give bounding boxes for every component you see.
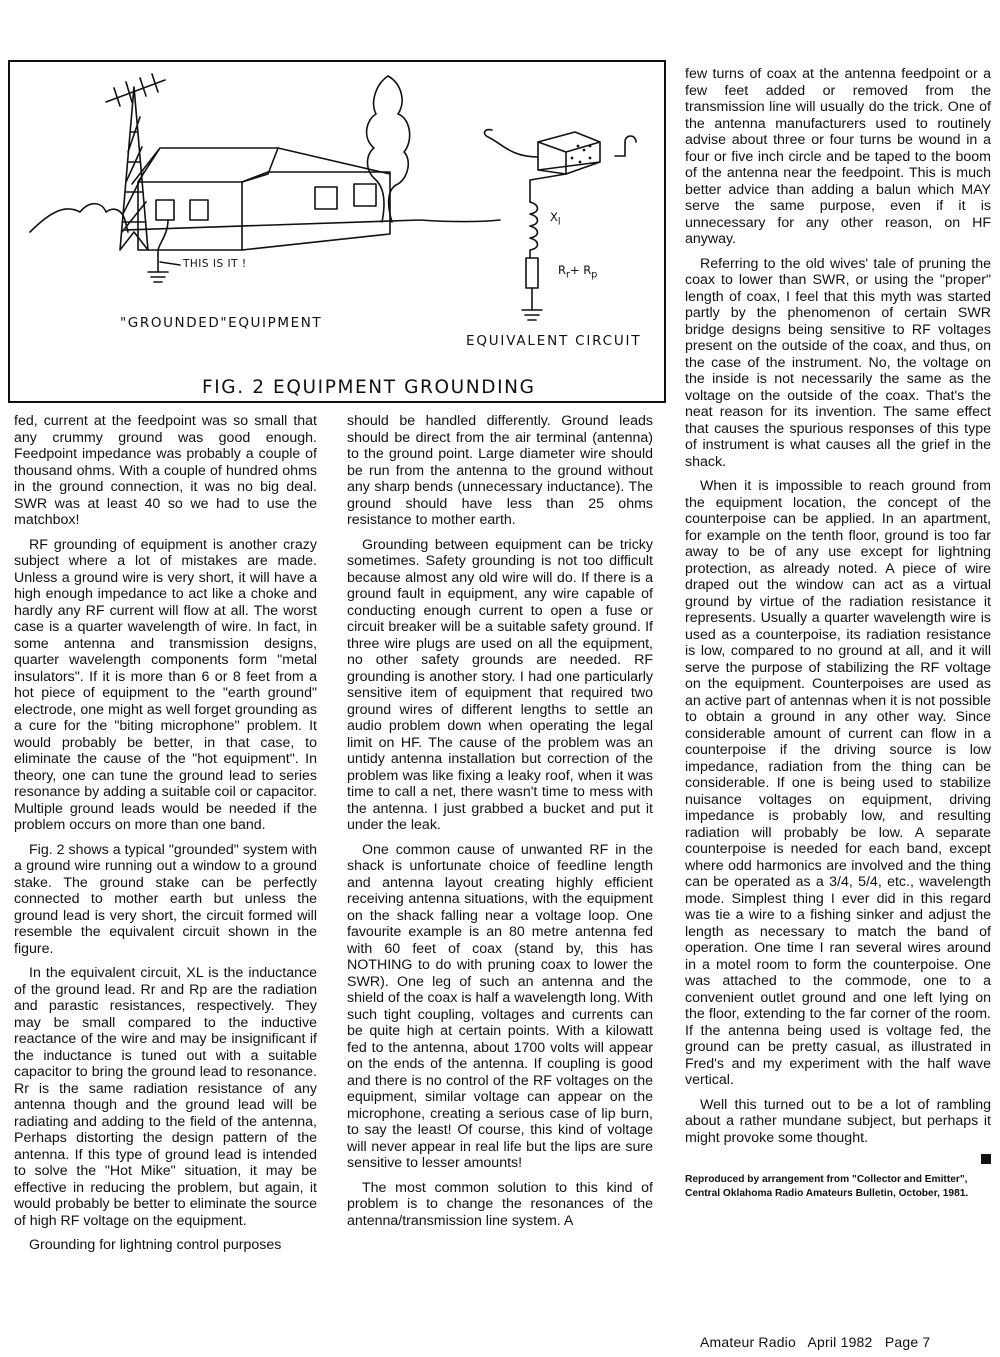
footer-issue: April 1982 bbox=[807, 1334, 873, 1350]
article-column-2 bbox=[347, 413, 653, 1237]
paragraph: Grounding between equipment can be tricky sometimes. Safety grounding is not too difficult because almost any old wire will do. If there is a ground fault in equipment, any wire capable of conducting enough current to open a fuse or circuit breaker will be a suitable safety ground. If three wire plugs are used on all the equipment, no other safety grounds are needed. RF grounding is another story. I had one particularly sensitive item of equipment that required two ground wires of different lengths to settle an audio problem down when operating the legal limit on HF. The cause of the problem was an untidy antenna installation but correction of the problem was like fixing a leaky roof, when it was time to call a net, there wasn't time to mess with the antenna. I just grabbed a bucket and put it under the leak. bbox=[347, 536, 653, 833]
house-window-2 bbox=[190, 200, 208, 220]
paragraph: One common cause of unwanted RF in the shack is unfortunate choice of feedline length and antenna layout creating highly efficient receiving antenna situations, with the equipment on the shack falling near a voltage loop. One favourite example is an 80 metre antenna fed with 60 feet of coax (stand by, this has NOTHING to do with pruning coax to lower the SWR). One leg of such an antenna and the shield of the coax is half a wavelength long. With such tight coupling, voltages and currents can be quite high at certain points. With a kilowatt fed to the antenna, about 1700 volts will appear on the ends of the antenna. If coupling is good and there is no control of the RF voltages on the equipment, similar voltage can appear on the microphone, creating a serious case of lip burn, to say the least! Of course, this kind of voltage will never appear in real life but the lips are sure sensitive to lesser amounts! bbox=[347, 841, 653, 1171]
figure-illustration bbox=[10, 62, 664, 401]
paragraph: When it is impossible to reach ground from the equipment location, the concept of the counterpoise can be applied. In an apartment, for example on the tenth floor, ground is too far away to be of any use except for lightning protection, as already noted. A piece of wire draped out the window can act as a virtual ground by virtue of the radiation resistance it represents. Usually a quarter wavelength wire is used as a counterpoise, its radiation resistance is low, compared to no ground at all, and it will serve the purpose of stabilizing the RF voltage on the equipment. Counterpoises are used as an active part of antennas when it is not possible to obtain a ground in any other way. Since considerable amount of current can flow in a counterpoise if the driving source is low impedance, radiation from the thing can be considerable. If one is being used to stabilize nuisance voltages on equipment, driving impedance is probably low, and resulting radiation will probably be low. A separate counterpoise is needed for each band, except where odd harmonics are involved and the thing can be operated as a 3/4, 5/4, etc., wavelength mode. Simplest thing I ever did in this regard was tie a wire to a fishing sinker and adjust the length as necessary to match the band of operation. One time I ran several wires around in a motel room to form the counterpoise. One was attached to the commode, one to a convenient outlet ground and one left lying on the floor, extending to the far corner of the room. If the antenna being used is voltage fed, the ground can be pretty casual, as illustrated in Fred's and my experiment with the half wave vertical. bbox=[685, 478, 992, 1088]
house-roof bbox=[132, 148, 278, 184]
house-roof-right bbox=[278, 148, 390, 174]
paragraph: In the equivalent circuit, XL is the inductance of the ground lead. Rr and Rp are the radiation and parastic resistances, respectively. They may be small compared to the inductive reactance of the wire and may be insignificant if the inductance is tuned out with a suitable capacitor to bring the ground lead to resonance. Rr is the same radiation resistance of any antenna though and the ground lead will be radiating and adding to the field of the antenna, Perhaps distorting the design pattern of the antenna. If this type of ground lead is intended to solve the "Hot Mike" situation, it may be effective in reducing the problem, but again, it would probably be better to eliminate the source of high RF voltage on the equipment. bbox=[14, 965, 317, 1229]
ground-line bbox=[30, 204, 500, 232]
paragraph: Referring to the old wives' tale of pruning the coax to lower than SWR, or using the "proper" length of coax, I feel that this myth was started partly by the phenomenon of certain SWR bridge designs being sensitive to RF voltages present on the outside of the coax, and thus, on the case of the instrument. No, the voltage on the inside is not necessarily the same as the voltage on the outside of the coax. That's the neat reason for its invention. The same effect that causes the spurious responses of this type of instrument is what causes all the grief in the shack. bbox=[685, 255, 991, 470]
paragraph: Fig. 2 shows a typical "grounded" system with a ground wire running out a window to a ground stake. The ground stake can be perfectly connected to mother earth but unless the ground lead is very short, the circuit formed will resemble the equivalent circuit shown in the figure. bbox=[14, 841, 317, 957]
inductor-coil bbox=[530, 202, 538, 258]
paragraph: few turns of coax at the antenna feedpoint or a few feet added or removed from the transmission line will usually do the trick. One of the antenna manufacturers used to routinely advise about three or four turns be wound in a four or five inch circle and be taped to the boom of the antenna near the feedpoint. This is much better advice than adding a balun which MAY serve the same purpose, even if it is unnecessary for any other reason, on HF anyway. bbox=[685, 66, 991, 247]
house-window-4 bbox=[354, 184, 376, 206]
grounded-equipment-label: "GROUNDED"EQUIPMENT bbox=[120, 315, 323, 331]
tree bbox=[367, 76, 410, 222]
resistor-label: $R_r+ R_p$ bbox=[558, 263, 598, 281]
circuit-cable bbox=[485, 130, 538, 157]
footer-magazine: Amateur Radio bbox=[700, 1334, 796, 1350]
figure-caption: FIG. 2 EQUIPMENT GROUNDING bbox=[202, 377, 536, 398]
article-column-1 bbox=[14, 413, 317, 1262]
inductor-label: $X_l$ bbox=[550, 210, 561, 228]
circuit-connector bbox=[615, 136, 636, 156]
circuit-box bbox=[538, 132, 600, 174]
pointer-line bbox=[160, 262, 180, 265]
ground-wire bbox=[158, 220, 168, 272]
paragraph: The most common solution to this kind of problem is to change the resonances of the antenna/transmission line system. A bbox=[347, 1179, 653, 1229]
pointer-label: THIS IS IT ! bbox=[183, 258, 247, 270]
article-column-3 bbox=[685, 66, 991, 1201]
circuit-lead bbox=[530, 174, 566, 202]
paragraph: Grounding for lightning control purposes bbox=[29, 1237, 282, 1253]
figure-equipment-grounding bbox=[8, 60, 666, 403]
paragraph: Well this turned out to be a lot of rambling about a rather mundane subject, but perhaps it might provoke some thought. bbox=[685, 1096, 991, 1146]
house-window-3 bbox=[315, 187, 337, 209]
paragraph: fed, current at the feedpoint was so small that any crummy ground was good enough. Feedpoint impedance was probably a couple of thousand ohms. With a couple of hundred ohms in the ground connection, it was no big deal. SWR was at least 40 so we had to use the matchbox! bbox=[14, 413, 317, 528]
ground-symbol-left bbox=[148, 272, 168, 282]
footer-page: Page 7 bbox=[884, 1334, 931, 1350]
page-footer bbox=[700, 1334, 992, 1350]
paragraph: RF grounding of equipment is another crazy subject where a lot of mistakes are made. Unless a ground wire is very short, it will have a high enough impedance to act like a choke and hardly any RF current will flow at all. The worst case is a quarter wavelength of wire. In fact, in some antenna and transmission designs, quarter wavelength components form "metal insulators". If it is more than 6 or 8 feet from a hot piece of equipment to the "earth ground" electrode, one might as well forget grounding as a cure for the "biting microphone" problem. It would probably be better, in that case, to eliminate the cause of the "hot equipment". In theory, one can tune the ground lead to series resonance by adding a suitable coil or capacitor. Multiple ground leads would be needed if the problem occurs on more than one band. bbox=[14, 536, 317, 833]
paragraph: should be handled differently. Ground leads should be direct from the air terminal (antenna) to the ground point. Large diameter wire should be run from the antenna to the ground without any sharp bends (unnecessary inductance). The ground should have less than 25 ohms resistance to mother earth. bbox=[347, 413, 653, 528]
ground-symbol-right bbox=[522, 310, 542, 320]
resistor bbox=[526, 258, 538, 288]
end-of-article-mark bbox=[981, 1154, 991, 1164]
equivalent-circuit-label: EQUIVALENT CIRCUIT bbox=[466, 333, 642, 349]
house-window-1 bbox=[156, 200, 174, 220]
reprint-credit: Reproduced by arrangement from "Collector and Emitter", Central Oklahoma Radio Amateurs Bulletin, October, 1981. bbox=[685, 1174, 969, 1199]
